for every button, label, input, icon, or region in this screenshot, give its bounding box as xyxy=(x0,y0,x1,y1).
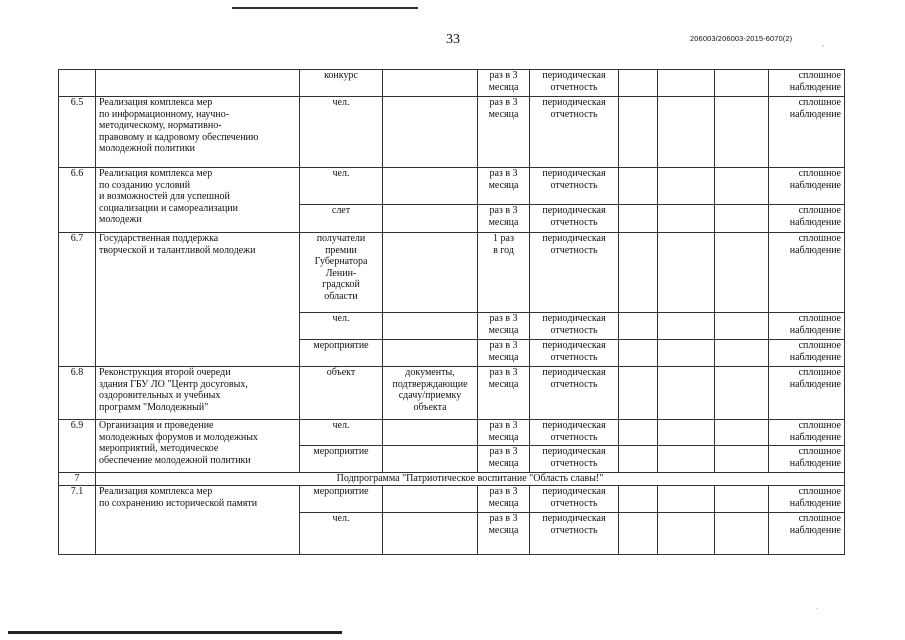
empty-cell xyxy=(658,420,715,446)
document-cell xyxy=(383,168,478,205)
table-row xyxy=(59,168,845,205)
document-cell xyxy=(383,513,478,555)
document-cell xyxy=(383,233,478,313)
form-cell: периодическая отчетность xyxy=(530,97,619,168)
document-cell xyxy=(383,97,478,168)
method-cell: сплошное наблюдение xyxy=(769,420,845,446)
empty-cell xyxy=(715,446,769,473)
document-cell xyxy=(383,486,478,513)
empty-cell xyxy=(715,97,769,168)
frequency-cell: 1 раз в год xyxy=(478,233,530,313)
unit-cell: получатели премии Губернатора Ленин- градской области xyxy=(300,233,383,313)
measure-name: Реализация комплекса мер по сохранению исторической памяти xyxy=(96,486,300,555)
empty-cell xyxy=(619,486,658,513)
unit-cell: чел. xyxy=(300,313,383,340)
frequency-cell: раз в 3 месяца xyxy=(478,446,530,473)
unit-cell: чел. xyxy=(300,513,383,555)
form-cell: периодическая отчетность xyxy=(530,168,619,205)
method-cell: сплошное наблюдение xyxy=(769,513,845,555)
frequency-cell: раз в 3 месяца xyxy=(478,367,530,420)
document-cell xyxy=(383,205,478,233)
row-number xyxy=(59,70,96,97)
table-row xyxy=(59,367,845,420)
empty-cell xyxy=(619,420,658,446)
empty-cell xyxy=(715,168,769,205)
indicators-table xyxy=(58,69,845,555)
empty-cell xyxy=(658,233,715,313)
empty-cell xyxy=(619,446,658,473)
frequency-cell: раз в 3 месяца xyxy=(478,486,530,513)
unit-cell: чел. xyxy=(300,97,383,168)
method-cell: сплошное наблюдение xyxy=(769,233,845,313)
empty-cell xyxy=(658,70,715,97)
row-number: 6.5 xyxy=(59,97,96,168)
empty-cell xyxy=(658,205,715,233)
method-cell: сплошное наблюдение xyxy=(769,340,845,367)
document-cell xyxy=(383,340,478,367)
unit-cell: мероприятие xyxy=(300,446,383,473)
document-cell: документы, подтверждающие сдачу/приемку объекта xyxy=(383,367,478,420)
unit-cell: чел. xyxy=(300,168,383,205)
method-cell: сплошное наблюдение xyxy=(769,313,845,340)
empty-cell xyxy=(619,233,658,313)
empty-cell xyxy=(658,486,715,513)
method-cell: сплошное наблюдение xyxy=(769,70,845,97)
measure-name: Организация и проведение молодежных форумов и молодежных мероприятий, методическое обеспечение молодежной политики xyxy=(96,420,300,473)
form-cell: периодическая отчетность xyxy=(530,446,619,473)
empty-cell xyxy=(658,513,715,555)
frequency-cell: раз в 3 месяца xyxy=(478,340,530,367)
empty-cell xyxy=(715,205,769,233)
frequency-cell: раз в 3 месяца xyxy=(478,420,530,446)
empty-cell xyxy=(619,70,658,97)
method-cell: сплошное наблюдение xyxy=(769,367,845,420)
frequency-cell: раз в 3 месяца xyxy=(478,205,530,233)
subprogram-title: Подпрограмма "Патриотическое воспитание "Область славы!" xyxy=(96,473,845,486)
unit-cell: слет xyxy=(300,205,383,233)
unit-cell: объект xyxy=(300,367,383,420)
document-cell xyxy=(383,70,478,97)
empty-cell xyxy=(619,205,658,233)
document-cell xyxy=(383,446,478,473)
frequency-cell: раз в 3 месяца xyxy=(478,70,530,97)
form-cell: периодическая отчетность xyxy=(530,486,619,513)
table-row xyxy=(59,233,845,313)
empty-cell xyxy=(715,70,769,97)
empty-cell xyxy=(715,233,769,313)
table-row xyxy=(59,70,845,97)
empty-cell xyxy=(658,446,715,473)
method-cell: сплошное наблюдение xyxy=(769,168,845,205)
empty-cell xyxy=(619,313,658,340)
measure-name: Реализация комплекса мер по созданию условий и возможностей для успешной социализации и самореализации молодежи xyxy=(96,168,300,233)
table-row xyxy=(59,486,845,513)
empty-cell xyxy=(658,168,715,205)
method-cell: сплошное наблюдение xyxy=(769,486,845,513)
empty-cell xyxy=(715,420,769,446)
row-number: 6.7 xyxy=(59,233,96,367)
form-cell: периодическая отчетность xyxy=(530,70,619,97)
document-id: 206003/206003-2015-6070(2) xyxy=(690,34,793,43)
unit-cell: мероприятие xyxy=(300,340,383,367)
row-number: 6.6 xyxy=(59,168,96,233)
subprogram-row xyxy=(59,473,845,486)
frequency-cell: раз в 3 месяца xyxy=(478,97,530,168)
empty-cell xyxy=(619,367,658,420)
empty-cell xyxy=(619,97,658,168)
frequency-cell: раз в 3 месяца xyxy=(478,313,530,340)
empty-cell xyxy=(658,367,715,420)
empty-cell xyxy=(619,168,658,205)
empty-cell xyxy=(715,313,769,340)
row-number: 6.9 xyxy=(59,420,96,473)
method-cell: сплошное наблюдение xyxy=(769,97,845,168)
measure-name: Реализация комплекса мер по информационному, научно- методическому, нормативно- правовому и кадровому обеспечению молодежной политики xyxy=(96,97,300,168)
empty-cell xyxy=(715,340,769,367)
method-cell: сплошное наблюдение xyxy=(769,446,845,473)
table-row xyxy=(59,420,845,446)
row-number: 6.8 xyxy=(59,367,96,420)
method-cell: сплошное наблюдение xyxy=(769,205,845,233)
measure-name: Реконструкция второй очереди здания ГБУ ЛО "Центр досуговых, оздоровительных и учебных программ "Молодежный" xyxy=(96,367,300,420)
empty-cell xyxy=(715,367,769,420)
form-cell: периодическая отчетность xyxy=(530,313,619,340)
empty-cell xyxy=(619,340,658,367)
empty-cell xyxy=(619,513,658,555)
form-cell: периодическая отчетность xyxy=(530,340,619,367)
empty-cell xyxy=(715,513,769,555)
row-number: 7 xyxy=(59,473,96,486)
frequency-cell: раз в 3 месяца xyxy=(478,513,530,555)
scan-mark: . xyxy=(816,602,818,611)
document-cell xyxy=(383,420,478,446)
form-cell: периодическая отчетность xyxy=(530,513,619,555)
empty-cell xyxy=(715,486,769,513)
bottom-rule xyxy=(8,631,342,634)
unit-cell: мероприятие xyxy=(300,486,383,513)
table-row xyxy=(59,97,845,168)
form-cell: периодическая отчетность xyxy=(530,420,619,446)
empty-cell xyxy=(658,97,715,168)
scan-mark: , xyxy=(822,39,824,48)
page-number: 33 xyxy=(446,32,460,47)
measure-name: Государственная поддержка творческой и талантливой молодежи xyxy=(96,233,300,367)
document-cell xyxy=(383,313,478,340)
measure-name xyxy=(96,70,300,97)
form-cell: периодическая отчетность xyxy=(530,367,619,420)
empty-cell xyxy=(658,340,715,367)
row-number: 7.1 xyxy=(59,486,96,555)
unit-cell: конкурс xyxy=(300,70,383,97)
form-cell: периодическая отчетность xyxy=(530,233,619,313)
unit-cell: чел. xyxy=(300,420,383,446)
frequency-cell: раз в 3 месяца xyxy=(478,168,530,205)
form-cell: периодическая отчетность xyxy=(530,205,619,233)
empty-cell xyxy=(658,313,715,340)
top-rule xyxy=(232,7,418,9)
